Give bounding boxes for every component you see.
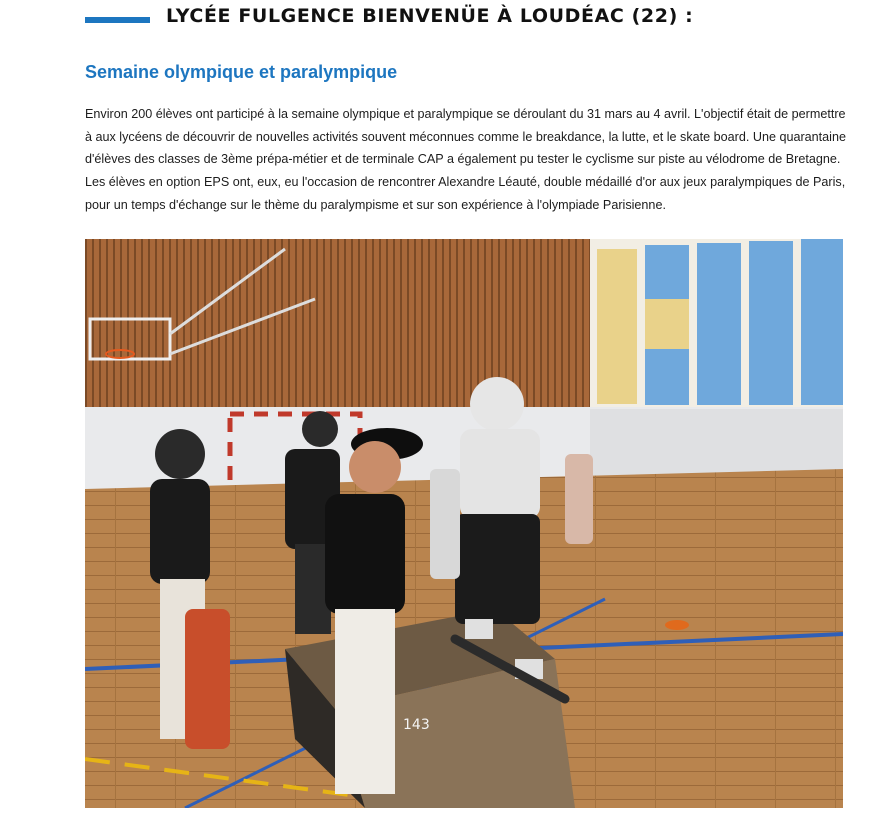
section-title: Semaine olympique et paralympique [85, 62, 398, 82]
windows [597, 239, 843, 405]
article-paragraph [85, 103, 845, 217]
cone [665, 620, 689, 630]
paragraph-line: à aux lycéens de découvrir de nouvelles activités souvent méconnues comme le breakdance, la lutte, et le skate board. Une quarantaine [85, 129, 846, 144]
article-photo [85, 239, 843, 808]
gym-skateboard-photo [85, 239, 843, 808]
ramp-label: 143 [403, 717, 430, 733]
page-title: LYCÉE FULGENCE BIENVENÜE À LOUDÉAC (22) : [166, 5, 694, 27]
heading-accent-bar [85, 17, 150, 23]
paragraph-line: pour un temps d'échange sur le thème du paralympisme et sur son expérience à l'olympiade Parisienne. [85, 197, 666, 212]
paragraph-line: d'élèves des classes de 3ème prépa-métier et de terminale CAP a également pu tester le cyclisme sur piste au vélodrome de Bretagne. [85, 152, 841, 167]
paragraph-line: Environ 200 élèves ont participé à la semaine olympique et paralympique se déroulant du 31 mars au 4 avril. L'objectif était de permettre [85, 107, 846, 121]
paragraph-line: Les élèves en option EPS ont, eux, eu l'occasion de rencontrer Alexandre Léauté, double médaillé d'or aux jeux paralympiques de Paris, [85, 175, 846, 190]
